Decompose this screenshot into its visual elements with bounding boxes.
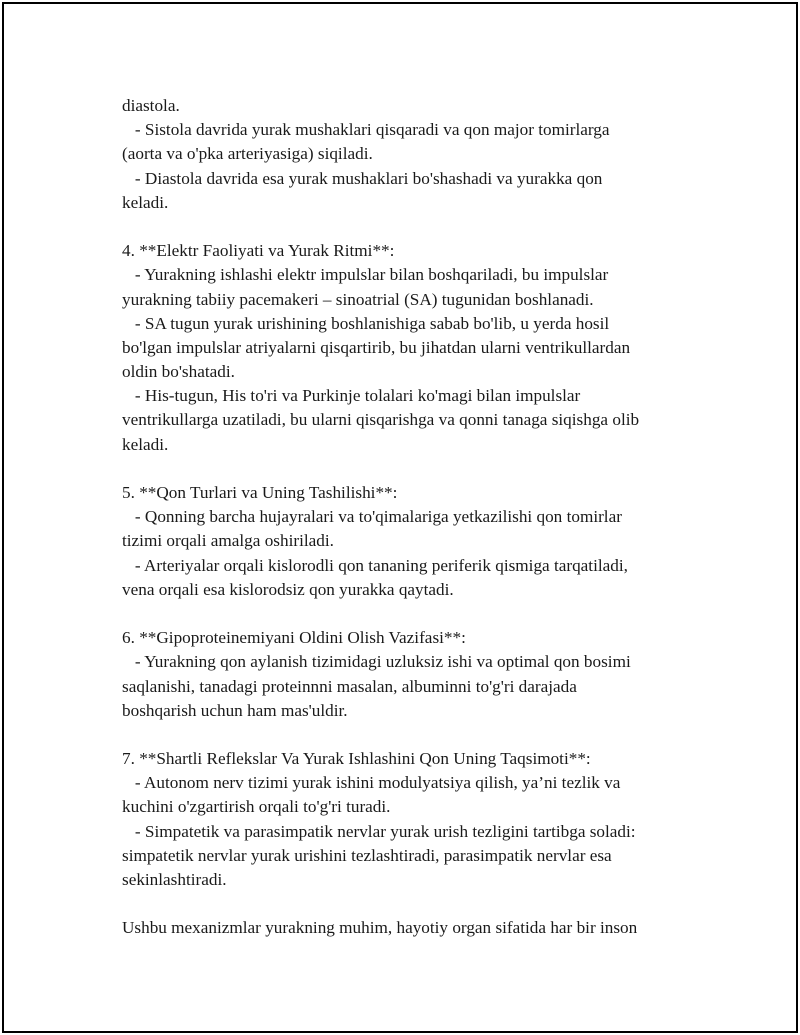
text-line: tizimi orqali amalga oshiriladi. <box>122 531 334 551</box>
text-line: - Sistola davrida yurak mushaklari qisqaradi va qon major tomirlarga <box>122 120 610 140</box>
section-heading: 4. **Elektr Faoliyati va Yurak Ritmi**: <box>122 241 395 261</box>
blank-line <box>122 457 722 481</box>
blank-line <box>122 215 722 239</box>
text-line: yurakning tabiiy pacemakeri – sinoatrial (SA) tugunidan boshlanadi. <box>122 289 594 309</box>
blank-line <box>122 892 722 916</box>
text-line: - Diastola davrida esa yurak mushaklari bo'shashadi va yurakka qon <box>122 168 603 188</box>
text-line: - Qonning barcha hujayralari va to'qimalariga yetkazilishi qon tomirlar <box>122 507 622 527</box>
section-heading: 6. **Gipoproteinemiyani Oldini Olish Vazifasi**: <box>122 628 466 648</box>
text-line: - Yurakning ishlashi elektr impulslar bilan boshqariladi, bu impulslar <box>122 265 609 285</box>
blank-line <box>122 723 722 747</box>
text-line: vena orqali esa kislorodsiz qon yurakka qaytadi. <box>122 579 454 599</box>
text-line: Ushbu mexanizmlar yurakning muhim, hayotiy organ sifatida har bir inson <box>122 918 638 938</box>
text-line: keladi. <box>122 434 169 454</box>
document-body <box>122 94 722 941</box>
text-line: oldin bo'shatadi. <box>122 362 235 382</box>
text-line: keladi. <box>122 192 169 212</box>
text-line: simpatetik nervlar yurak urishini tezlashtiradi, parasimpatik nervlar esa <box>122 845 612 865</box>
blank-line <box>122 602 722 626</box>
text-line: saqlanishi, tanadagi proteinnni masalan, albuminni to'g'ri darajada <box>122 676 577 696</box>
text-line: kuchini o'zgartirish orqali to'g'ri turadi. <box>122 797 391 817</box>
text-line: sekinlashtiradi. <box>122 870 227 889</box>
text-line: - Simpatetik va parasimpatik nervlar yurak urish tezligini tartibga soladi: <box>122 821 636 841</box>
text-line: - Arteriyalar orqali kislorodli qon tananing periferik qismiga tarqatiladi, <box>122 555 628 575</box>
text-line: bo'lgan impulslar atriyalarni qisqartirib, bu jihatdan ularni ventrikullardan <box>122 337 631 357</box>
text-line: ventrikullarga uzatiladi, bu ularni qisqarishga va qonni tanaga siqishga olib <box>122 410 640 430</box>
text-line: - Autonom nerv tizimi yurak ishini modulyatsiya qilish, ya’ni tezlik va <box>122 773 621 793</box>
text-line: diastola. <box>122 96 180 115</box>
text-line: boshqarish uchun ham mas'uldir. <box>122 700 348 720</box>
text-line: - His-tugun, His to'ri va Purkinje tolalari ko'magi bilan impulslar <box>122 386 581 406</box>
text-line: - Yurakning qon aylanish tizimidagi uzluksiz ishi va optimal qon bosimi <box>122 652 631 672</box>
section-heading: 7. **Shartli Reflekslar Va Yurak Ishlashini Qon Uning Taqsimoti**: <box>122 749 591 769</box>
text-line: - SA tugun yurak urishining boshlanishiga sabab bo'lib, u yerda hosil <box>122 313 610 333</box>
section-heading: 5. **Qon Turlari va Uning Tashilishi**: <box>122 483 398 502</box>
page-border <box>2 2 798 1033</box>
text-line: (aorta va o'pka arteriyasiga) siqiladi. <box>122 144 373 164</box>
